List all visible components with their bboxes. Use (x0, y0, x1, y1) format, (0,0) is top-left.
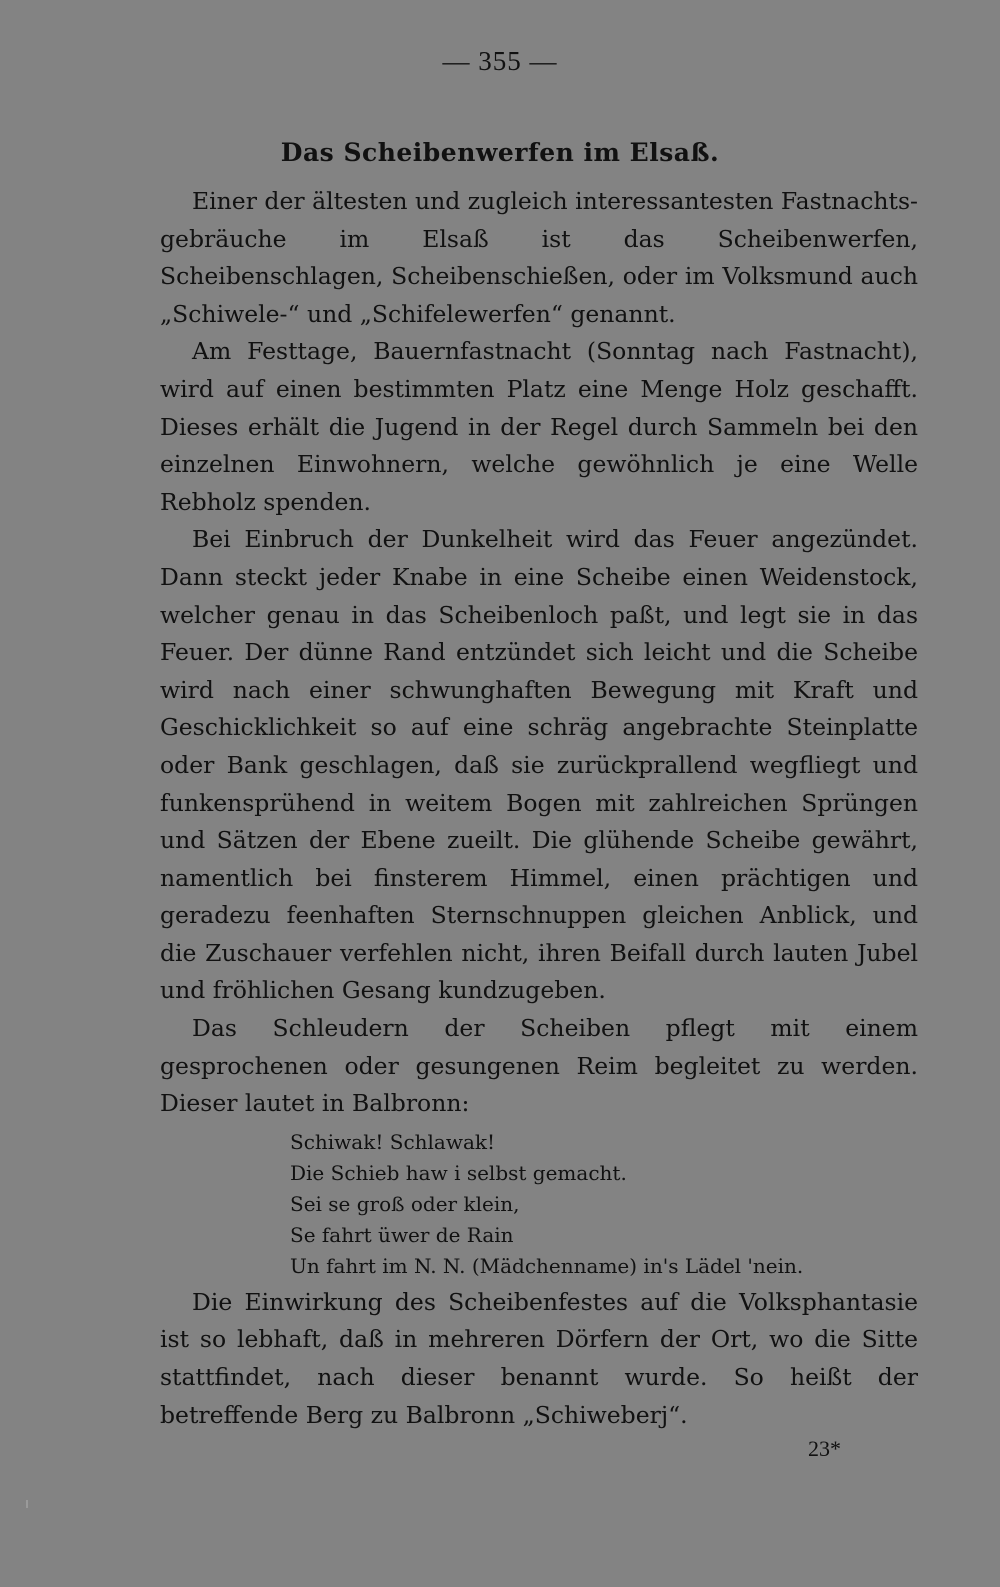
signature-mark: 23* (808, 1436, 841, 1461)
paragraph: Einer der ältesten und zugleich interessantesten Fastnachtsgebräuche im Elsaß ist das Scheibenwerfen, Scheibenschlagen, Scheibenschießen, oder im Volksmund auch „Schiwele-“ und „Schifelewerfen“ genannt. (160, 187, 918, 328)
page-number: — 355 — (442, 46, 558, 76)
paragraph: Das Schleudern der Scheiben pflegt mit einem gesprochenen oder gesungenen Reim begleitet zu werden. Dieser lautet in Balbronn: (160, 1014, 918, 1118)
paragraph: Bei Einbruch der Dunkelheit wird das Feuer angezündet. Dann steckt jeder Knabe in eine Scheibe einen Weidenstock, welcher genau in das Scheibenloch paßt, und legt sie in das Feuer. Der dünne Rand entzündet sich leicht und die Scheibe wird nach einer schwunghaften Bewegung mit Kraft und Geschicklichkeit so auf eine schräg angebrachte Steinplatte oder Bank geschlagen, daß sie zurückprallend wegfliegt und funkensprühend in weitem Bogen mit zahlreichen Sprüngen und Sätzen der Ebene zueilt. Die glühende Scheibe gewährt, namentlich bei finsterem Himmel, einen prächtigen und geradezu feenhaften Sternschnuppen gleichen Anblick, und die Zuschauer verfehlen nicht, ihren Beifall durch lauten Jubel und fröhlichen Gesang kundzugeben. (160, 525, 918, 1005)
body-text (160, 183, 918, 1434)
verse-line: Die Schieb haw i selbst gemacht. (290, 1160, 627, 1185)
paragraph: Am Festtage, Bauernfastnacht (Sonntag nach Fastnacht), wird auf einen bestimmten Platz eine Menge Holz geschafft. Dieses erhält die Jugend in der Regel durch Sammeln bei den einzelnen Einwohnern, welche gewöhnlich je eine Welle Rebholz spenden. (160, 337, 918, 516)
verse-line: Schiwak! Schlawak! (290, 1129, 496, 1154)
verse-block (290, 1127, 918, 1282)
page-title: Das Scheibenwerfen im Elsaß. (280, 138, 720, 167)
margin-mark (26, 1500, 28, 1508)
verse-line: Se fahrt üwer de Rain (290, 1222, 514, 1247)
verse-line: Sei se groß oder klein, (290, 1191, 520, 1216)
paragraph: Die Einwirkung des Scheibenfestes auf die Volksphantasie ist so lebhaft, daß in mehreren Dörfern der Ort, wo die Sitte stattfindet, nach dieser benannt wurde. So heißt der betreffende Berg zu Balbronn „Schiweberj“. (160, 1287, 918, 1429)
verse-line: Un fahrt im N. N. (Mädchenname) in's Lädel 'nein. (290, 1253, 804, 1278)
